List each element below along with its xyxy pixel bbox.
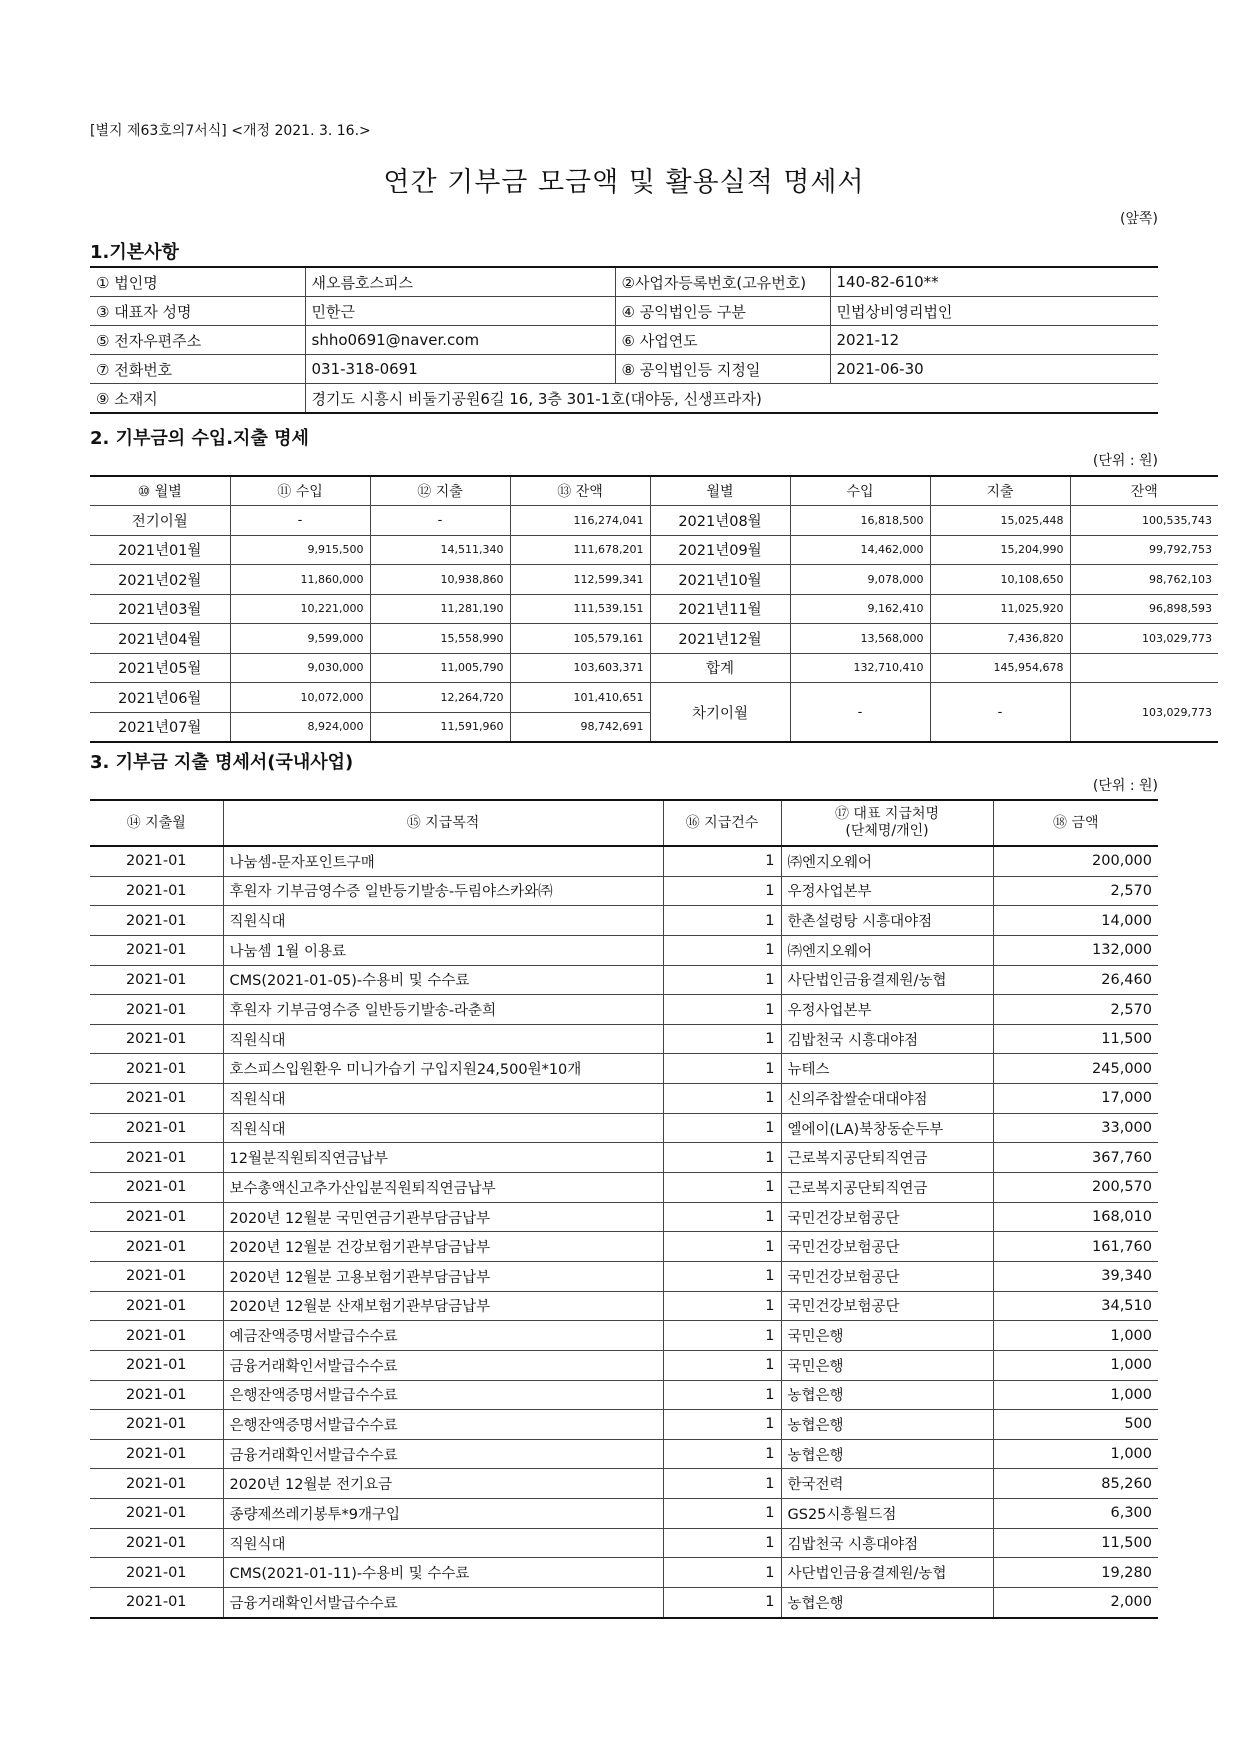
expense-amount: 1,000: [993, 1350, 1158, 1380]
balance-cell: 112,599,341: [510, 565, 650, 595]
balance-cell: [1070, 653, 1218, 683]
expense-payee: 사단법인금융결제원/농협: [781, 965, 993, 995]
field-label: ④ 공익법인등 구분: [615, 297, 830, 326]
expense-purpose: 12월분직원퇴직연금납부: [223, 1143, 663, 1173]
page-side-label: (앞쪽): [1120, 211, 1158, 227]
expense-purpose: 2020년 12월분 국민연금기관부담금납부: [223, 1202, 663, 1232]
month-cell: 2021년10월: [650, 565, 790, 595]
field-value: 031-318-0691: [305, 355, 615, 384]
expense-amount: 85,260: [993, 1469, 1158, 1499]
expense-count: 1: [663, 1469, 781, 1499]
carry-month-cell: 차기이월: [650, 683, 790, 743]
month-cell: 2021년04월: [90, 624, 230, 654]
expense-payee: 국민건강보험공단: [781, 1291, 993, 1321]
expense-cell: 7,436,820: [930, 624, 1070, 654]
expense-count: 1: [663, 1291, 781, 1321]
carry-expense-cell: -: [930, 683, 1070, 743]
expense-count: 1: [663, 906, 781, 936]
table-row: [90, 1350, 1158, 1380]
field-value: 민한근: [305, 297, 615, 326]
expense-payee: 농협은행: [781, 1588, 993, 1618]
expense-month: 2021-01: [90, 1202, 223, 1232]
table-row: [90, 1054, 1158, 1084]
balance-cell: 96,898,593: [1070, 594, 1218, 624]
expense-count: 1: [663, 1232, 781, 1262]
income-cell: 8,924,000: [230, 712, 370, 742]
expense-amount: 245,000: [993, 1054, 1158, 1084]
expense-detail-table: [90, 799, 1158, 1619]
section1-heading: 1.기본사항: [90, 242, 179, 263]
col-amount: ⑱ 금액: [993, 800, 1158, 846]
expense-count: 1: [663, 1528, 781, 1558]
expense-payee: 우정사업본부: [781, 995, 993, 1025]
table-row: [90, 1469, 1158, 1499]
income-cell: 132,710,410: [790, 653, 930, 683]
expense-amount: 33,000: [993, 1113, 1158, 1143]
expense-amount: 2,570: [993, 995, 1158, 1025]
income-cell: 9,599,000: [230, 624, 370, 654]
expense-count: 1: [663, 1173, 781, 1203]
expense-amount: 1,000: [993, 1380, 1158, 1410]
expense-amount: 200,000: [993, 846, 1158, 876]
expense-purpose: 나눔셈 1월 이용료: [223, 935, 663, 965]
income-row: [90, 506, 1218, 536]
income-cell: 10,221,000: [230, 594, 370, 624]
table-row: [90, 1588, 1158, 1618]
income-cell: 14,462,000: [790, 535, 930, 565]
expense-purpose: 직원식대: [223, 1084, 663, 1114]
income-row: [90, 535, 1218, 565]
form-number: [별지 제63호의7서식] <개정 2021. 3. 16.>: [90, 123, 371, 139]
field-value: 2021-06-30: [830, 355, 1158, 384]
table-row: [90, 1113, 1158, 1143]
income-cell: 10,072,000: [230, 683, 370, 713]
expense-count: 1: [663, 1024, 781, 1054]
expense-month: 2021-01: [90, 1143, 223, 1173]
expense-month: 2021-01: [90, 1439, 223, 1469]
expense-payee: 한촌설렁탕 시흥대야점: [781, 906, 993, 936]
income-cell: 16,818,500: [790, 506, 930, 536]
expense-payee: 농협은행: [781, 1439, 993, 1469]
section2-unit: (단위 : 원): [1092, 453, 1158, 469]
expense-payee: 김밥천국 시흥대야점: [781, 1528, 993, 1558]
balance-cell: 100,535,743: [1070, 506, 1218, 536]
month-cell: 2021년01월: [90, 535, 230, 565]
basic-info-row: [90, 355, 1158, 384]
basic-info-row: [90, 267, 1158, 297]
income-col-header: ⑬ 잔액: [510, 476, 650, 506]
expense-amount: 200,570: [993, 1173, 1158, 1203]
field-value: 140-82-610**: [830, 267, 1158, 297]
table-row: [90, 1143, 1158, 1173]
month-cell: 2021년02월: [90, 565, 230, 595]
income-expense-table: [90, 475, 1218, 743]
expense-count: 1: [663, 1439, 781, 1469]
expense-purpose: 후원자 기부금영수증 일반등기발송-두림야스카와㈜: [223, 876, 663, 906]
month-cell: 2021년12월: [650, 624, 790, 654]
expense-purpose: 은행잔액증명서발급수수료: [223, 1380, 663, 1410]
expense-payee: 농협은행: [781, 1380, 993, 1410]
expense-payee: 신의주찹쌀순대대야점: [781, 1084, 993, 1114]
expense-purpose: 종량제쓰레기봉투*9개구입: [223, 1499, 663, 1529]
income-cell: 9,030,000: [230, 653, 370, 683]
expense-count: 1: [663, 1410, 781, 1440]
field-label: ① 법인명: [90, 267, 305, 297]
income-col-header: 수입: [790, 476, 930, 506]
table-row: [90, 1499, 1158, 1529]
expense-amount: 1,000: [993, 1439, 1158, 1469]
balance-cell: 101,410,651: [510, 683, 650, 713]
expense-month: 2021-01: [90, 1350, 223, 1380]
expense-purpose: 금융거래확인서발급수수료: [223, 1439, 663, 1469]
expense-amount: 2,570: [993, 876, 1158, 906]
month-cell: 2021년06월: [90, 683, 230, 713]
expense-month: 2021-01: [90, 965, 223, 995]
carry-income-cell: -: [790, 683, 930, 743]
expense-payee: ㈜엔지오웨어: [781, 935, 993, 965]
expense-month: 2021-01: [90, 906, 223, 936]
table-row: [90, 965, 1158, 995]
expense-purpose: 금융거래확인서발급수수료: [223, 1350, 663, 1380]
expense-amount: 2,000: [993, 1588, 1158, 1618]
income-col-header: 지출: [930, 476, 1070, 506]
income-cell: 11,860,000: [230, 565, 370, 595]
expense-payee: 국민건강보험공단: [781, 1261, 993, 1291]
expense-payee: 김밥천국 시흥대야점: [781, 1024, 993, 1054]
table-row: [90, 906, 1158, 936]
section3-unit: (단위 : 원): [1092, 778, 1158, 794]
expense-purpose: 2020년 12월분 전기요금: [223, 1469, 663, 1499]
carry-balance-cell: 103,029,773: [1070, 683, 1218, 743]
balance-cell: 111,678,201: [510, 535, 650, 565]
expense-month: 2021-01: [90, 1588, 223, 1618]
expense-purpose: 은행잔액증명서발급수수료: [223, 1410, 663, 1440]
expense-amount: 367,760: [993, 1143, 1158, 1173]
col-month: ⑭ 지출월: [90, 800, 223, 846]
table-row: [90, 1173, 1158, 1203]
expense-amount: 19,280: [993, 1558, 1158, 1588]
field-value: 2021-12: [830, 326, 1158, 355]
expense-month: 2021-01: [90, 1499, 223, 1529]
section2-heading: 2. 기부금의 수입.지출 명세: [90, 428, 309, 449]
expense-purpose: 2020년 12월분 산재보험기관부담금납부: [223, 1291, 663, 1321]
field-value: 새오름호스피스: [305, 267, 615, 297]
balance-cell: 98,762,103: [1070, 565, 1218, 595]
expense-month: 2021-01: [90, 1054, 223, 1084]
expense-payee: 농협은행: [781, 1410, 993, 1440]
expense-month: 2021-01: [90, 1261, 223, 1291]
expense-cell: 11,281,190: [370, 594, 510, 624]
expense-payee: 국민은행: [781, 1321, 993, 1351]
income-col-header: 잔액: [1070, 476, 1218, 506]
expense-payee: 엘에이(LA)북창동순두부: [781, 1113, 993, 1143]
address-value: 경기도 시흥시 비둘기공원6길 16, 3층 301-1호(대야동, 신생프라자): [305, 384, 1158, 414]
expense-cell: 11,025,920: [930, 594, 1070, 624]
expense-count: 1: [663, 1054, 781, 1084]
expense-purpose: 2020년 12월분 건강보험기관부담금납부: [223, 1232, 663, 1262]
expense-month: 2021-01: [90, 1024, 223, 1054]
section3-heading: 3. 기부금 지출 명세서(국내사업): [90, 752, 354, 773]
income-cell: 9,162,410: [790, 594, 930, 624]
expense-purpose: 직원식대: [223, 1024, 663, 1054]
expense-count: 1: [663, 1113, 781, 1143]
balance-cell: 103,603,371: [510, 653, 650, 683]
expense-purpose: 직원식대: [223, 1528, 663, 1558]
basic-info-row: [90, 326, 1158, 355]
expense-amount: 6,300: [993, 1499, 1158, 1529]
field-label: ③ 대표자 성명: [90, 297, 305, 326]
expense-month: 2021-01: [90, 876, 223, 906]
expense-purpose: 2020년 12월분 고용보험기관부담금납부: [223, 1261, 663, 1291]
expense-cell: -: [370, 506, 510, 536]
expense-purpose: CMS(2021-01-05)-수용비 및 수수료: [223, 965, 663, 995]
month-cell: 2021년05월: [90, 653, 230, 683]
expense-month: 2021-01: [90, 935, 223, 965]
field-label: ⑦ 전화번호: [90, 355, 305, 384]
expense-payee: 근로복지공단퇴직연금: [781, 1173, 993, 1203]
month-cell: 2021년07월: [90, 712, 230, 742]
expense-month: 2021-01: [90, 1321, 223, 1351]
field-label: ⑧ 공익법인등 지정일: [615, 355, 830, 384]
field-value: 민법상비영리법인: [830, 297, 1158, 326]
month-cell: 2021년11월: [650, 594, 790, 624]
table-row: [90, 1202, 1158, 1232]
income-col-header: ⑫ 지출: [370, 476, 510, 506]
expense-month: 2021-01: [90, 1232, 223, 1262]
table-row: [90, 995, 1158, 1025]
expense-count: 1: [663, 1350, 781, 1380]
expense-cell: 12,264,720: [370, 683, 510, 713]
income-cell: 13,568,000: [790, 624, 930, 654]
table-row: [90, 1261, 1158, 1291]
expense-month: 2021-01: [90, 846, 223, 876]
table-row: [90, 1380, 1158, 1410]
col-payee: [781, 800, 993, 846]
expense-month: 2021-01: [90, 1084, 223, 1114]
expense-amount: 1,000: [993, 1321, 1158, 1351]
expense-payee: GS25시흥월드점: [781, 1499, 993, 1529]
expense-purpose: 보수총액신고추가산입분직원퇴직연금납부: [223, 1173, 663, 1203]
expense-count: 1: [663, 1202, 781, 1232]
expense-count: 1: [663, 1261, 781, 1291]
table-row: [90, 846, 1158, 876]
expense-cell: 15,204,990: [930, 535, 1070, 565]
expense-cell: 15,025,448: [930, 506, 1070, 536]
expense-month: 2021-01: [90, 1558, 223, 1588]
expense-month: 2021-01: [90, 1291, 223, 1321]
expense-count: 1: [663, 846, 781, 876]
table-row: [90, 1321, 1158, 1351]
address-label: ⑨ 소재지: [90, 384, 305, 414]
basic-info-row: [90, 297, 1158, 326]
expense-amount: 11,500: [993, 1024, 1158, 1054]
expense-amount: 161,760: [993, 1232, 1158, 1262]
basic-info-row: [90, 384, 1158, 414]
table-row: [90, 1528, 1158, 1558]
expense-month: 2021-01: [90, 1528, 223, 1558]
expense-payee: 한국전력: [781, 1469, 993, 1499]
table-row: [90, 1439, 1158, 1469]
expense-amount: 500: [993, 1410, 1158, 1440]
expense-month: 2021-01: [90, 1469, 223, 1499]
balance-cell: 98,742,691: [510, 712, 650, 742]
expense-count: 1: [663, 1321, 781, 1351]
expense-month: 2021-01: [90, 1380, 223, 1410]
expense-amount: 34,510: [993, 1291, 1158, 1321]
expense-payee: 뉴테스: [781, 1054, 993, 1084]
expense-cell: 11,005,790: [370, 653, 510, 683]
table-row: [90, 1558, 1158, 1588]
expense-month: 2021-01: [90, 1410, 223, 1440]
page-title: 연간 기부금 모금액 및 활용실적 명세서: [383, 167, 865, 198]
col-payee-line1: ⑰ 대표 지급처명: [834, 806, 940, 822]
expense-payee: 국민은행: [781, 1350, 993, 1380]
balance-cell: 111,539,151: [510, 594, 650, 624]
expense-count: 1: [663, 1380, 781, 1410]
expense-payee: 사단법인금융결제원/농협: [781, 1558, 993, 1588]
expense-amount: 11,500: [993, 1528, 1158, 1558]
income-row: [90, 624, 1218, 654]
expense-count: 1: [663, 876, 781, 906]
income-col-header: ⑩ 월별: [90, 476, 230, 506]
basic-info-table: [90, 266, 1158, 414]
income-cell: 9,078,000: [790, 565, 930, 595]
expense-payee: ㈜엔지오웨어: [781, 846, 993, 876]
balance-cell: 105,579,161: [510, 624, 650, 654]
table-row: [90, 1024, 1158, 1054]
income-cell: 9,915,500: [230, 535, 370, 565]
field-value: shho0691@naver.com: [305, 326, 615, 355]
expense-amount: 39,340: [993, 1261, 1158, 1291]
month-cell: 2021년08월: [650, 506, 790, 536]
table-row: [90, 1084, 1158, 1114]
expense-month: 2021-01: [90, 1173, 223, 1203]
expense-cell: 10,938,860: [370, 565, 510, 595]
expense-cell: 11,591,960: [370, 712, 510, 742]
field-label: ②사업자등록번호(고유번호): [615, 267, 830, 297]
table-row: [90, 876, 1158, 906]
expense-purpose: 후원자 기부금영수증 일반등기발송-라춘희: [223, 995, 663, 1025]
expense-purpose: 예금잔액증명서발급수수료: [223, 1321, 663, 1351]
expense-amount: 26,460: [993, 965, 1158, 995]
expense-count: 1: [663, 935, 781, 965]
expense-purpose: 금융거래확인서발급수수료: [223, 1588, 663, 1618]
expense-amount: 14,000: [993, 906, 1158, 936]
income-row: [90, 565, 1218, 595]
month-cell: 전기이월: [90, 506, 230, 536]
expense-count: 1: [663, 1499, 781, 1529]
table-row: [90, 1410, 1158, 1440]
expense-payee: 근로복지공단퇴직연금: [781, 1143, 993, 1173]
income-col-header: 월별: [650, 476, 790, 506]
expense-purpose: 나눔셈-문자포인트구매: [223, 846, 663, 876]
expense-amount: 132,000: [993, 935, 1158, 965]
expense-cell: 14,511,340: [370, 535, 510, 565]
balance-cell: 116,274,041: [510, 506, 650, 536]
month-cell: 합계: [650, 653, 790, 683]
expense-count: 1: [663, 995, 781, 1025]
col-count: ⑯ 지급건수: [663, 800, 781, 846]
expense-count: 1: [663, 1143, 781, 1173]
expense-cell: 15,558,990: [370, 624, 510, 654]
table-row: [90, 935, 1158, 965]
income-col-header: ⑪ 수입: [230, 476, 370, 506]
expense-cell: 10,108,650: [930, 565, 1070, 595]
expense-payee: 국민건강보험공단: [781, 1232, 993, 1262]
expense-count: 1: [663, 1084, 781, 1114]
expense-month: 2021-01: [90, 1113, 223, 1143]
col-payee-line2: (단체명/개인): [845, 823, 929, 839]
expense-purpose: 호스피스입원환우 미니가습기 구입지원24,500원*10개: [223, 1054, 663, 1084]
income-row: [90, 683, 1218, 713]
month-cell: 2021년09월: [650, 535, 790, 565]
income-cell: -: [230, 506, 370, 536]
income-row: [90, 653, 1218, 683]
income-row: [90, 594, 1218, 624]
balance-cell: 99,792,753: [1070, 535, 1218, 565]
expense-amount: 168,010: [993, 1202, 1158, 1232]
field-label: ⑥ 사업연도: [615, 326, 830, 355]
expense-purpose: 직원식대: [223, 906, 663, 936]
expense-count: 1: [663, 1588, 781, 1618]
expense-payee: 우정사업본부: [781, 876, 993, 906]
expense-purpose: CMS(2021-01-11)-수용비 및 수수료: [223, 1558, 663, 1588]
expense-purpose: 직원식대: [223, 1113, 663, 1143]
month-cell: 2021년03월: [90, 594, 230, 624]
expense-amount: 17,000: [993, 1084, 1158, 1114]
table-row: [90, 1291, 1158, 1321]
balance-cell: 103,029,773: [1070, 624, 1218, 654]
expense-month: 2021-01: [90, 995, 223, 1025]
expense-cell: 145,954,678: [930, 653, 1070, 683]
col-purpose: ⑮ 지급목적: [223, 800, 663, 846]
expense-count: 1: [663, 1558, 781, 1588]
expense-payee: 국민건강보험공단: [781, 1202, 993, 1232]
expense-count: 1: [663, 965, 781, 995]
table-row: [90, 1232, 1158, 1262]
field-label: ⑤ 전자우편주소: [90, 326, 305, 355]
